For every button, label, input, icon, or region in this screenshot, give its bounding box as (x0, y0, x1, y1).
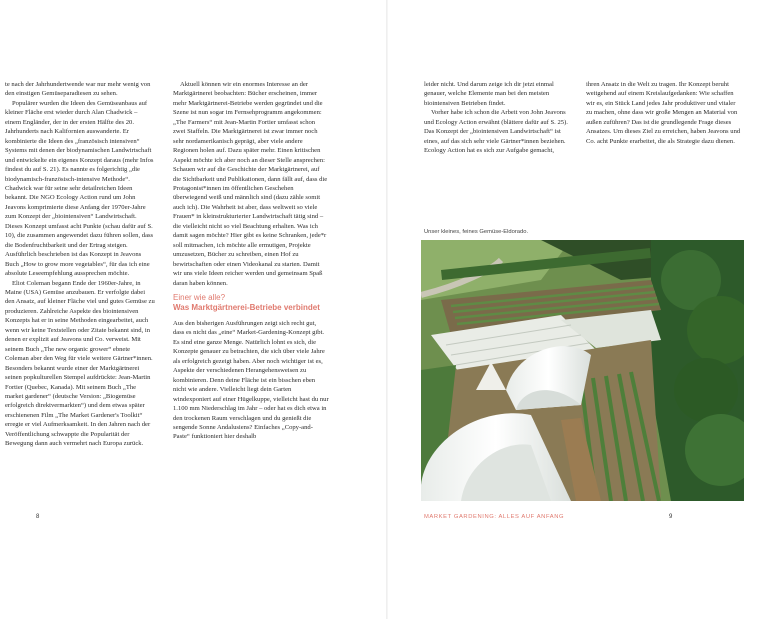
right-page (387, 0, 774, 619)
paragraph: Aktuell können wir ein enormes Interesse an der Marktgärtnerei beobachten: Bücher erscheinen, immer mehr Marktgärtnerei-Betriebe werden gegründet und die Szene ist nun sogar im Fernsehprogramm angekommen: „The Farmers“ mit Jean-Martin Fortier umfasst schon zwei Staffeln. Die Marktgärtnerei ist zwar immer noch sehr nordamerikanisch geprägt, aber viele andere Regionen holen auf. Dazu später mehr. Einen kritischen Aspekt möchte ich aber noch an dieser Stelle ansprechen: Schauen wir auf die Geschichte der Marktgärtnerei, auf die Sichtbarkeit und Publikationen, dann fällt auf, dass die Protagonist*innen im öffentlichen Geschehen überwiegend weiß und männlich sind (dazu zähle somit auch ich). Die Wahrheit ist aber, dass weltweit so viele Frauen* in kleinstrukturierter Landwirtschaft tätig sind – die vielleicht nicht so viel Beachtung erhalten. Was ich damit sagen möchte? Hier gibt es keine Schranken, jede*r soll mitmachen, ich möchte alle ermutigen, Projekte umzusetzen, Bücher zu schreiben, einen Hof zu bewirtschaften oder einen Videokanal zu starten. Damit wir uns viele Ideen reicher werden und gemeinsam Spaß daran haben können. (173, 81, 328, 287)
paragraph: te nach der Jahrhundertwende war nur mehr wenig von den einstigen Gemüseparadiesen zu sehen. (5, 81, 151, 98)
paragraph: Aus den bisherigen Ausführungen zeigt sich recht gut, dass es nicht das „eine“ Market-Gardening-Konzept gibt. Es sind eine ganze Menge. Natürlich lohnt es sich, die Konzepte genauer zu betrachten, die sich über viele Jahre als erfolgreich gezeigt haben. Aber noch wichtiger ist es, Aspekte der verschiedenen Herangehensweisen zu kombinieren. Denn deine Fläche ist ein bisschen eben nicht wie andere. Vielleicht liegt dein Garten windexponiert auf einer Hügelkuppe, vielleicht hast du nur 1.100 mm Niederschlag im Jahr – oder hat es dich etwa in den trockenen Raum verschlagen und du genießt die sengende Sonne Andalusiens? Einfaches „Copy-and-Paste“ funktioniert hier deshalb (173, 319, 329, 441)
paragraph: Eliot Coleman begann Ende der 1960er-Jahre, in Maine (USA) Gemüse anzubauen. Er verfolgte dabei den Ansatz, auf kleiner Fläche viel und gutes Gemüse zu produzieren. Zahlreiche Aspekte des biointensiven Konzepts hat er in seine Methoden eingearbeitet, auch wenn wir keine Textstellen oder Zitate bekannt sind, in denen er explizit auf Jeavons und Co. verweist. Mit seinem Buch „The new organic grower“ ebnete Coleman aber den Weg für viele weitere Gärtner*innen. Besonders bekannt wurde einer der Marktgärtnerei seinen popkulturellen Stempel aufdrückte: Jean-Martin Fortier (Quebec, Kanada). Mit seinem Buch „The market gardener“ (deutsche Version: „Biogemüse erfolgreich direktvermarkten“) und dem etwas später erschienenen Film „The Market Gardener's Toolkit“ erregte er viel Aufmerksamkeit. In den Jahren nach der Veröffentlichung schwappte die Popularität der Bewegung dann auch vermehrt nach Europa zurück. (5, 279, 155, 448)
left-page-column-2 (173, 80, 329, 442)
running-head: MARKET GARDENING: ALLES AUF ANFANG (424, 514, 565, 520)
right-page-column-1 (424, 80, 576, 156)
paragraph: leider nicht. Und darum zeige ich dir jetzt einmal genauer, welche Elemente man bei den meisten biointensiven Betrieben findet. (424, 81, 554, 107)
page-number-right: 9 (669, 514, 673, 520)
paragraph: Vorher habe ich schon die Arbeit von John Jeavons und Ecology Action erwähnt (blättere dafür auf S. 25). Das Konzept der „biointensiven Landwirtschaft“ ist eines, auf das sich sehr viele Gärtner*innen beziehen. Ecology Action hat es sich zur Aufgabe gemacht, (424, 109, 568, 155)
left-page-column-1 (5, 80, 155, 449)
garden-aerial-photo (421, 240, 744, 501)
page-number-left: 8 (36, 514, 40, 520)
garden-aerial-illustration (421, 240, 744, 501)
section-subheading (173, 293, 329, 313)
photo-caption: Unser kleines, feines Gemüse-Eldorado. (424, 229, 529, 235)
subheading-title: Was Marktgärtnerei-Betriebe verbindet (173, 302, 320, 312)
subheading-question: Einer wie alle? (173, 292, 226, 302)
paragraph: Populärer wurden die Ideen des Gemüseanbaus auf kleiner Fläche erst wieder durch Alan Chadwick – einem Engländer, der in der ersten Hälfte des 20. Jahrhunderts nach Kalifornien auswanderte. Er kombinierte die Ideen des „französisch intensiven“ Systems mit denen der biodynamischen Landwirtschaft und entwickelte ein eigenes Konzept daraus (mehr Infos findest du auf S. 21). Es nannte es folgerichtig „die biodynamisch-französisch-intensive Methode“. Chadwick war für seine sehr detailreichen Ideen bekannt. Die NGO Ecology Action rund um John Jeavons komprimierte diese Anfang der 1970er-Jahre zum Konzept der „biointensiven“ Landwirtschaft. Dieses Konzept umfasst acht Punkte (schau dafür auf S. 10), die zusammen angewendet dazu führen sollen, dass die Bodenfruchtbarkeit und der Ertrag steigen. Ausführlich beschrieben ist das Konzept in Jeavons Buch „How to grow more vegetables“, für das ich eine absolute Leseempfehlung aussprechen möchte. (5, 99, 154, 278)
right-page-column-2 (586, 80, 741, 146)
paragraph: ihren Ansatz in die Welt zu tragen. Ihr Konzept beruht weitgehend auf einem Kreislaufgedanken: Wie schaffen wir es, ein Stück Land jedes Jahr produktiver und vitaler zu machen, ohne dass wir große Mengen an Material von außen zuführen? Das ist die grundlegende Frage dieses Ansatzes. Um dieses Ziel zu erreichen, haben Jeavons und Co. acht Punkte erarbeitet, die als Strategie dazu dienen. (586, 81, 741, 145)
